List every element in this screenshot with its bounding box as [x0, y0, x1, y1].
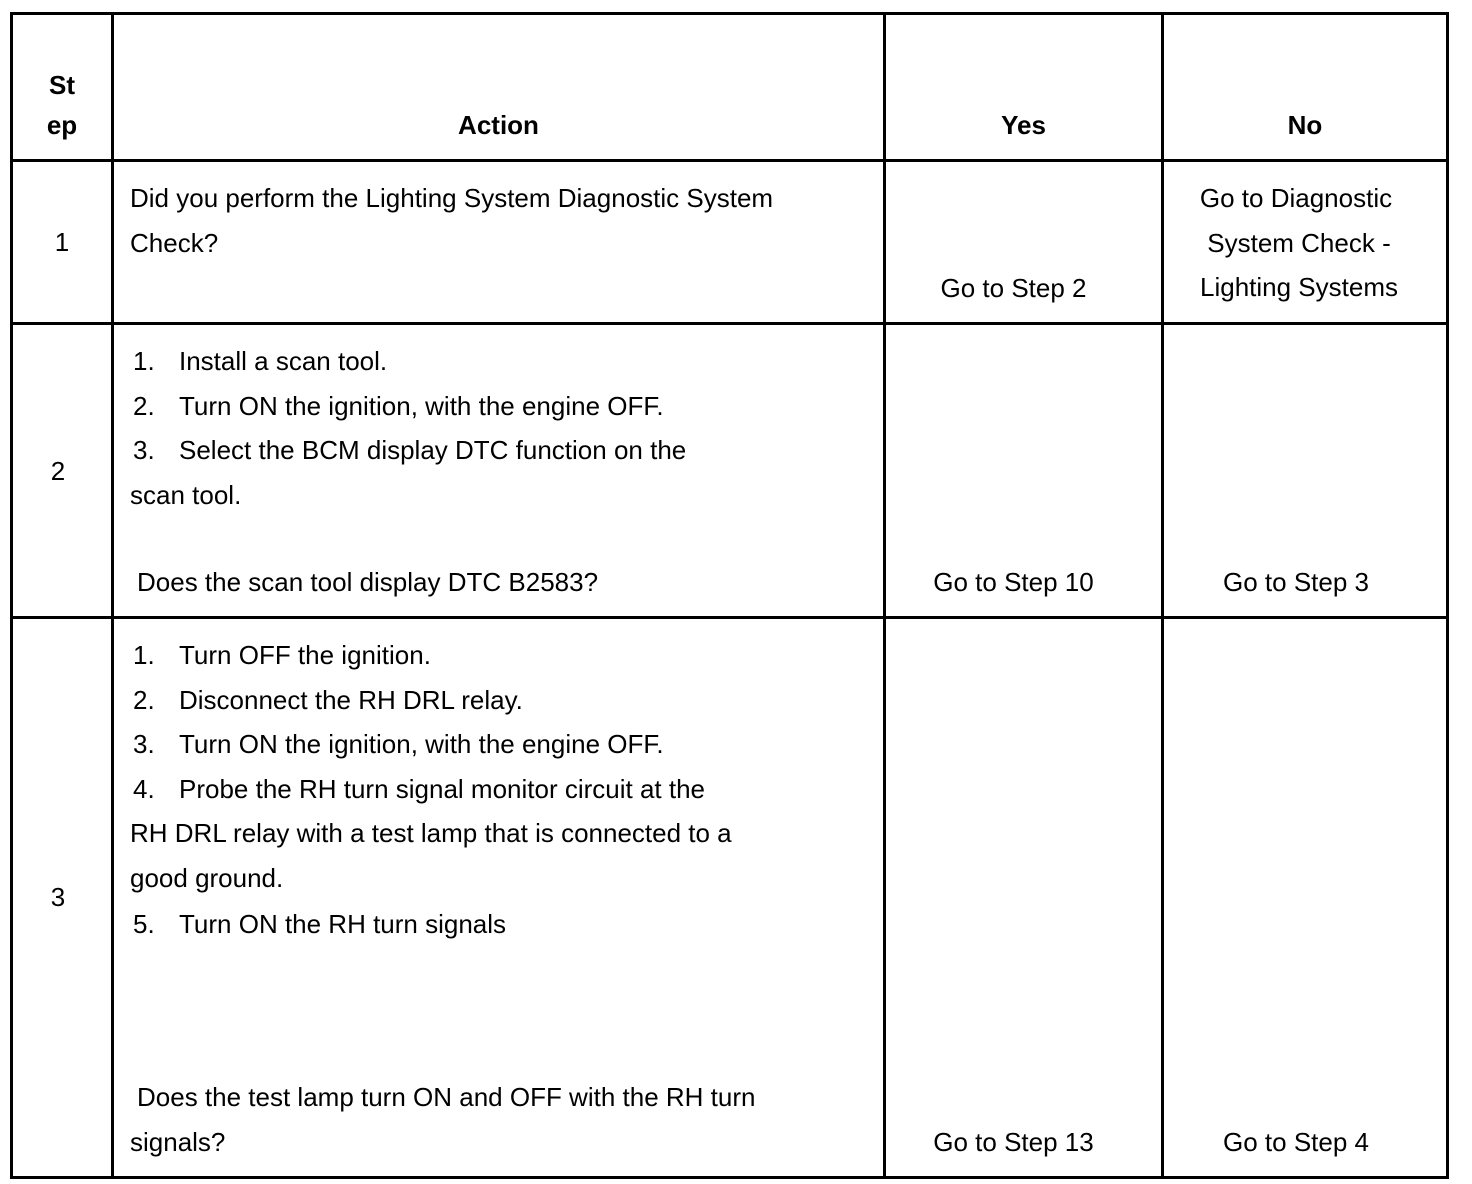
list-item-continuation: scan tool. [130, 479, 242, 510]
yes-cell [885, 324, 1163, 618]
table-header-row [12, 14, 1448, 161]
header-step-line2: ep [46, 110, 78, 140]
list-item: 1. Install a scan tool. [133, 346, 388, 376]
question-text: Does the test lamp turn ON and OFF with the RH turn signals? [130, 1082, 756, 1157]
action-text: Did you perform the Lighting System Diagnostic System [130, 183, 774, 213]
list-item: 1. Turn OFF the ignition. [133, 640, 431, 670]
step-cell [12, 618, 113, 1178]
list-item: 2. Disconnect the RH DRL relay. [133, 684, 523, 715]
list-item: 3. Select the BCM display DTC function on the [133, 435, 687, 465]
no-result: Go to Step 4 [1223, 1126, 1369, 1157]
no-result: Go to Step 3 [1223, 566, 1369, 597]
list-item: 3. Turn ON the ignition, with the engine OFF. [133, 729, 664, 759]
action-cell [113, 161, 885, 324]
diagnostic-table [10, 12, 1449, 1179]
yes-result: Go to Step 10 [933, 566, 1094, 597]
list-item: 5. Turn ON the RH turn signals [133, 909, 507, 939]
table-row [12, 324, 1448, 618]
no-result: Lighting Systems [1200, 272, 1398, 302]
action-cell [113, 324, 885, 618]
no-result: System Check - [1207, 227, 1391, 258]
table-row [12, 161, 1448, 324]
no-cell [1163, 618, 1448, 1178]
action-text: Check? [130, 227, 219, 258]
header-no: No [1163, 14, 1448, 161]
no-result: Go to Diagnostic [1199, 183, 1393, 213]
yes-result: Go to Step 13 [933, 1126, 1094, 1157]
step-number: 2 [50, 456, 66, 486]
no-cell [1163, 161, 1448, 324]
header-action: Action [113, 14, 885, 161]
yes-cell [885, 161, 1163, 324]
no-cell [1163, 324, 1448, 618]
table-row [12, 618, 1448, 1178]
step-number: 1 [54, 227, 70, 257]
header-yes: Yes [885, 14, 1163, 161]
step-cell [12, 324, 113, 618]
header-step-line1: St [49, 70, 75, 100]
list-item-continuation: RH DRL relay with a test lamp that is connected to a [130, 818, 732, 848]
yes-cell [885, 618, 1163, 1178]
list-item-continuation: good ground. [130, 862, 284, 893]
yes-result: Go to Step 2 [940, 272, 1087, 303]
step-number: 3 [50, 882, 66, 912]
list-item: 4. Probe the RH turn signal monitor circuit at the [133, 773, 706, 804]
list-item: 2. Turn ON the ignition, with the engine OFF. [133, 390, 664, 421]
question-text: Does the scan tool display DTC B2583? [137, 566, 599, 597]
step-cell [12, 161, 113, 324]
action-cell [113, 618, 885, 1178]
header-step [12, 14, 113, 161]
